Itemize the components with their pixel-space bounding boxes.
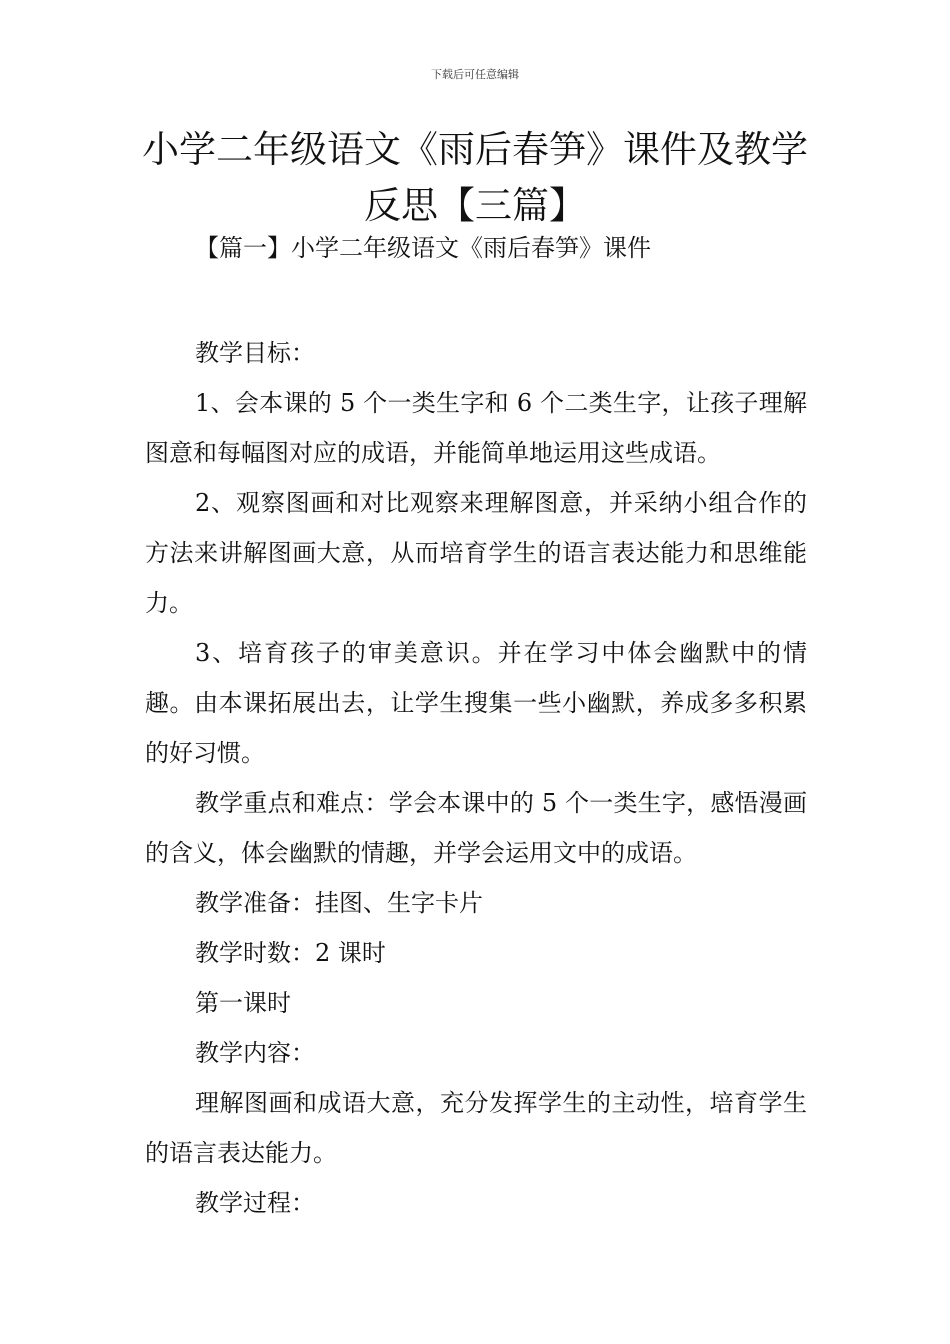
- paragraph-objective-1: 1、会本课的 5 个一类生字和 6 个二类生字，让孩子理解图意和每幅图对应的成语，并能简单地运用这些成语。: [145, 389, 807, 467]
- paragraph-content-heading: 教学内容：: [195, 1039, 315, 1067]
- document-body: [145, 328, 807, 1228]
- paragraph-objective-2: 2、观察图画和对比观察来理解图意，并采纳小组合作的方法来讲解图画大意，从而培育学生的语言表达能力和思维能力。: [145, 489, 807, 617]
- paragraph-key-points: 教学重点和难点：学会本课中的 5 个一类生字，感悟漫画的含义，体会幽默的情趣，并学会运用文中的成语。: [145, 789, 807, 867]
- paragraph-hours: 教学时数：2 课时: [195, 939, 386, 967]
- paragraph-content: 理解图画和成语大意，充分发挥学生的主动性，培育学生的语言表达能力。: [145, 1089, 807, 1167]
- paragraph-first-lesson: 第一课时: [195, 989, 291, 1017]
- header-note: 下载后可任意编辑: [431, 68, 519, 81]
- paragraph-process-heading: 教学过程：: [195, 1189, 315, 1217]
- paragraph-objectives-heading: 教学目标：: [195, 339, 315, 367]
- paragraph-objective-3: 3、培育孩子的审美意识。并在学习中体会幽默中的情趣。由本课拓展出去，让学生搜集一些小幽默，养成多多积累的好习惯。: [145, 639, 807, 767]
- paragraph-preparation: 教学准备：挂图、生字卡片: [195, 889, 483, 917]
- document-title: 小学二年级语文《雨后春笋》课件及教学反思【三篇】: [142, 128, 808, 227]
- section-heading: 【篇一】小学二年级语文《雨后春笋》课件: [195, 234, 651, 262]
